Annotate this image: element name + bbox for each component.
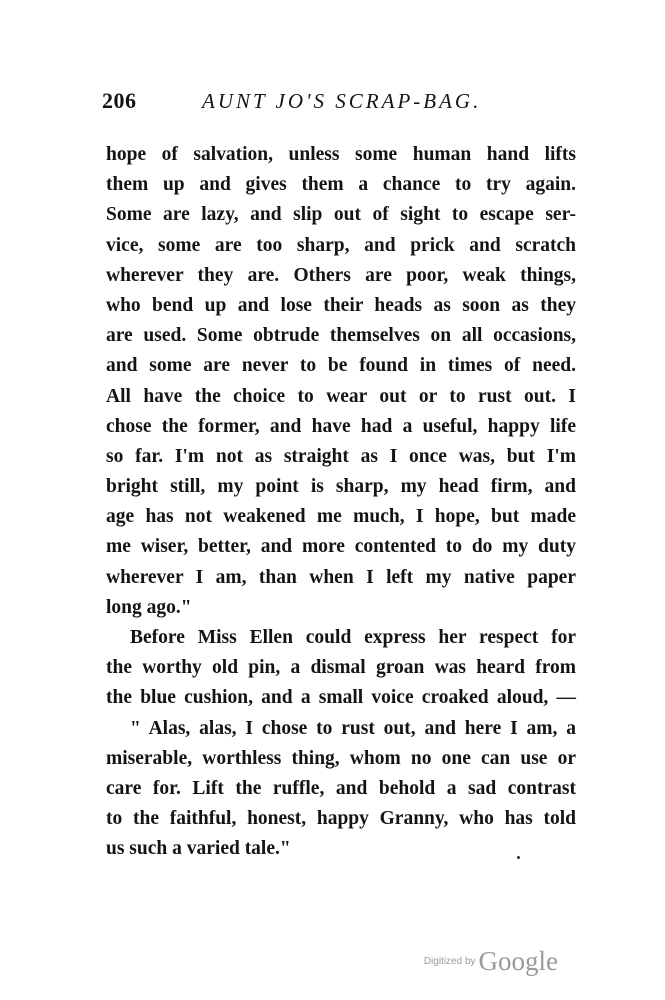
text-line: who bend up and lose their heads as soon as they xyxy=(106,294,576,316)
text-line: and some are never to be found in times of need. xyxy=(106,355,576,377)
text-line: chose the former, and have had a useful, happy life xyxy=(106,415,576,437)
text-line: them up and gives them a chance to try again. xyxy=(106,174,576,196)
body-text xyxy=(106,140,576,865)
text-line: to the faithful, honest, happy Granny, who has told xyxy=(106,808,576,830)
text-line: bright still, my point is sharp, my head firm, and xyxy=(106,476,576,498)
text-line: are used. Some obtrude themselves on all occasions, xyxy=(106,325,576,347)
page-header xyxy=(102,88,522,124)
text-line: long ago." xyxy=(106,596,192,618)
text-line: so far. I'm not as straight as I once was, but I'm xyxy=(106,445,576,467)
text-line: hope of salvation, unless some human hand lifts xyxy=(106,144,576,165)
page-number: 206 xyxy=(102,88,137,113)
text-line: us such a varied tale." xyxy=(106,838,291,860)
text-line: age has not weakened me much, I hope, but made xyxy=(106,506,576,528)
text-line: me wiser, better, and more contented to do my duty xyxy=(106,536,576,558)
google-logo: Google xyxy=(478,946,558,976)
text-line: the worthy old pin, a dismal groan was heard from xyxy=(106,657,576,679)
text-line: care for. Lift the ruffle, and behold a sad contrast xyxy=(106,777,576,799)
text-line: " Alas, alas, I chose to rust out, and here I am, a xyxy=(130,717,576,739)
text-line: Before Miss Ellen could express her respect for xyxy=(130,627,576,648)
text-line: Some are lazy, and slip out of sight to escape ser- xyxy=(106,204,576,226)
text-line: vice, some are too sharp, and prick and scratch xyxy=(106,234,576,256)
text-line: miserable, worthless thing, whom no one can use or xyxy=(106,747,576,769)
text-line: All have the choice to wear out or to rust out. I xyxy=(106,385,576,407)
text-line: wherever I am, than when I left my native paper xyxy=(106,566,576,588)
text-line: wherever they are. Others are poor, weak things, xyxy=(106,264,576,286)
text-line: the blue cushion, and a small voice croaked aloud, — xyxy=(106,687,576,709)
ink-speck xyxy=(517,856,520,859)
running-title: AUNT JO'S SCRAP-BAG. xyxy=(202,89,482,113)
digitized-watermark xyxy=(424,946,558,977)
digitized-by-label: Digitized by xyxy=(423,956,476,967)
